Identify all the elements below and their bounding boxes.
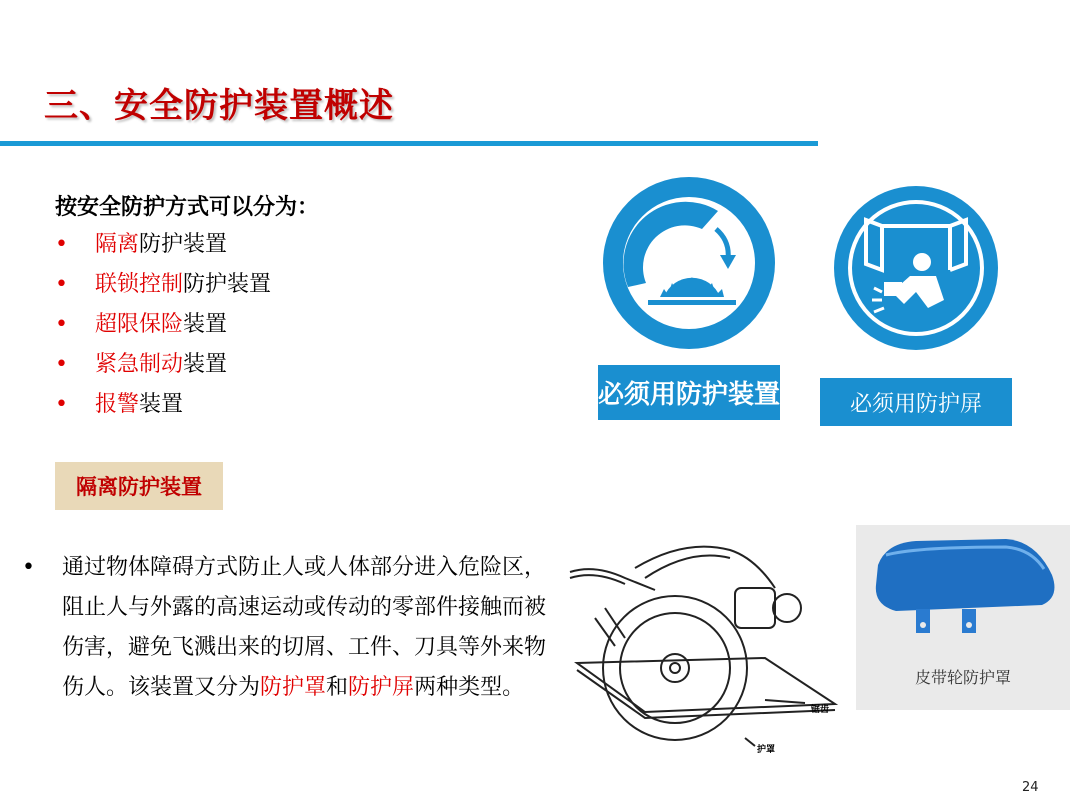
paragraph-part: 两种类型。 — [414, 675, 525, 700]
highlight-shield: 防护罩 — [260, 675, 327, 700]
paragraph-text — [62, 548, 562, 708]
paragraph-part: 通过物体障碍方式防止人或人体部分进入危险区，阻止人与外露的高速运动或传动的零部件接触而被伤害，避免飞溅出来的切屑、工件、刀具等外来物伤人。该装置又分为 — [62, 555, 547, 700]
sign-label: 必须用防护装置 — [598, 365, 780, 420]
bullet-icon: • — [22, 555, 35, 580]
saw-label: 护罩 — [757, 745, 776, 755]
category-suffix: 装置 — [183, 352, 228, 377]
highlight-screen: 防护屏 — [348, 675, 415, 700]
category-list — [55, 230, 271, 430]
list-item — [55, 230, 271, 270]
list-item — [55, 270, 271, 310]
list-item — [55, 310, 271, 350]
bullet-icon: • — [55, 352, 68, 377]
protective-screen-icon — [820, 180, 1012, 370]
protective-device-sign — [598, 175, 780, 430]
bullet-icon: • — [55, 392, 68, 417]
category-suffix: 防护装置 — [183, 272, 272, 297]
saw-guard-icon — [598, 175, 780, 365]
bullet-icon: • — [55, 272, 68, 297]
category-suffix: 防护装置 — [139, 232, 228, 257]
pulley-guard-image — [856, 525, 1070, 655]
circular-saw-illustration — [565, 528, 855, 763]
category-highlight: 隔离 — [95, 232, 140, 257]
photo-caption: 皮带轮防护罩 — [914, 668, 1011, 687]
pulley-guard-photo — [856, 525, 1070, 710]
category-highlight: 超限保险 — [95, 312, 184, 337]
page-number: 24 — [1022, 780, 1039, 795]
description-paragraph — [22, 548, 562, 708]
saw-label: 锯齿 — [811, 705, 830, 715]
circular-saw-drawing — [565, 528, 855, 763]
list-item — [55, 350, 271, 390]
section-tag: 隔离防护装置 — [55, 462, 223, 510]
bullet-icon: • — [55, 312, 68, 337]
intro-text: 按安全防护方式可以分为： — [55, 195, 320, 220]
bullet-icon: • — [55, 232, 68, 257]
page-title: 三、安全防护装置概述 — [44, 86, 394, 126]
category-suffix: 装置 — [183, 312, 228, 337]
category-highlight: 紧急制动 — [95, 352, 184, 377]
category-highlight: 报警 — [95, 392, 140, 417]
sign-label: 必须用防护屏 — [820, 378, 1012, 426]
protective-screen-sign — [820, 180, 1012, 430]
list-item — [55, 390, 271, 430]
category-highlight: 联锁控制 — [95, 272, 184, 297]
title-underline — [0, 141, 818, 146]
paragraph-part: 和 — [326, 675, 349, 700]
category-suffix: 装置 — [139, 392, 184, 417]
